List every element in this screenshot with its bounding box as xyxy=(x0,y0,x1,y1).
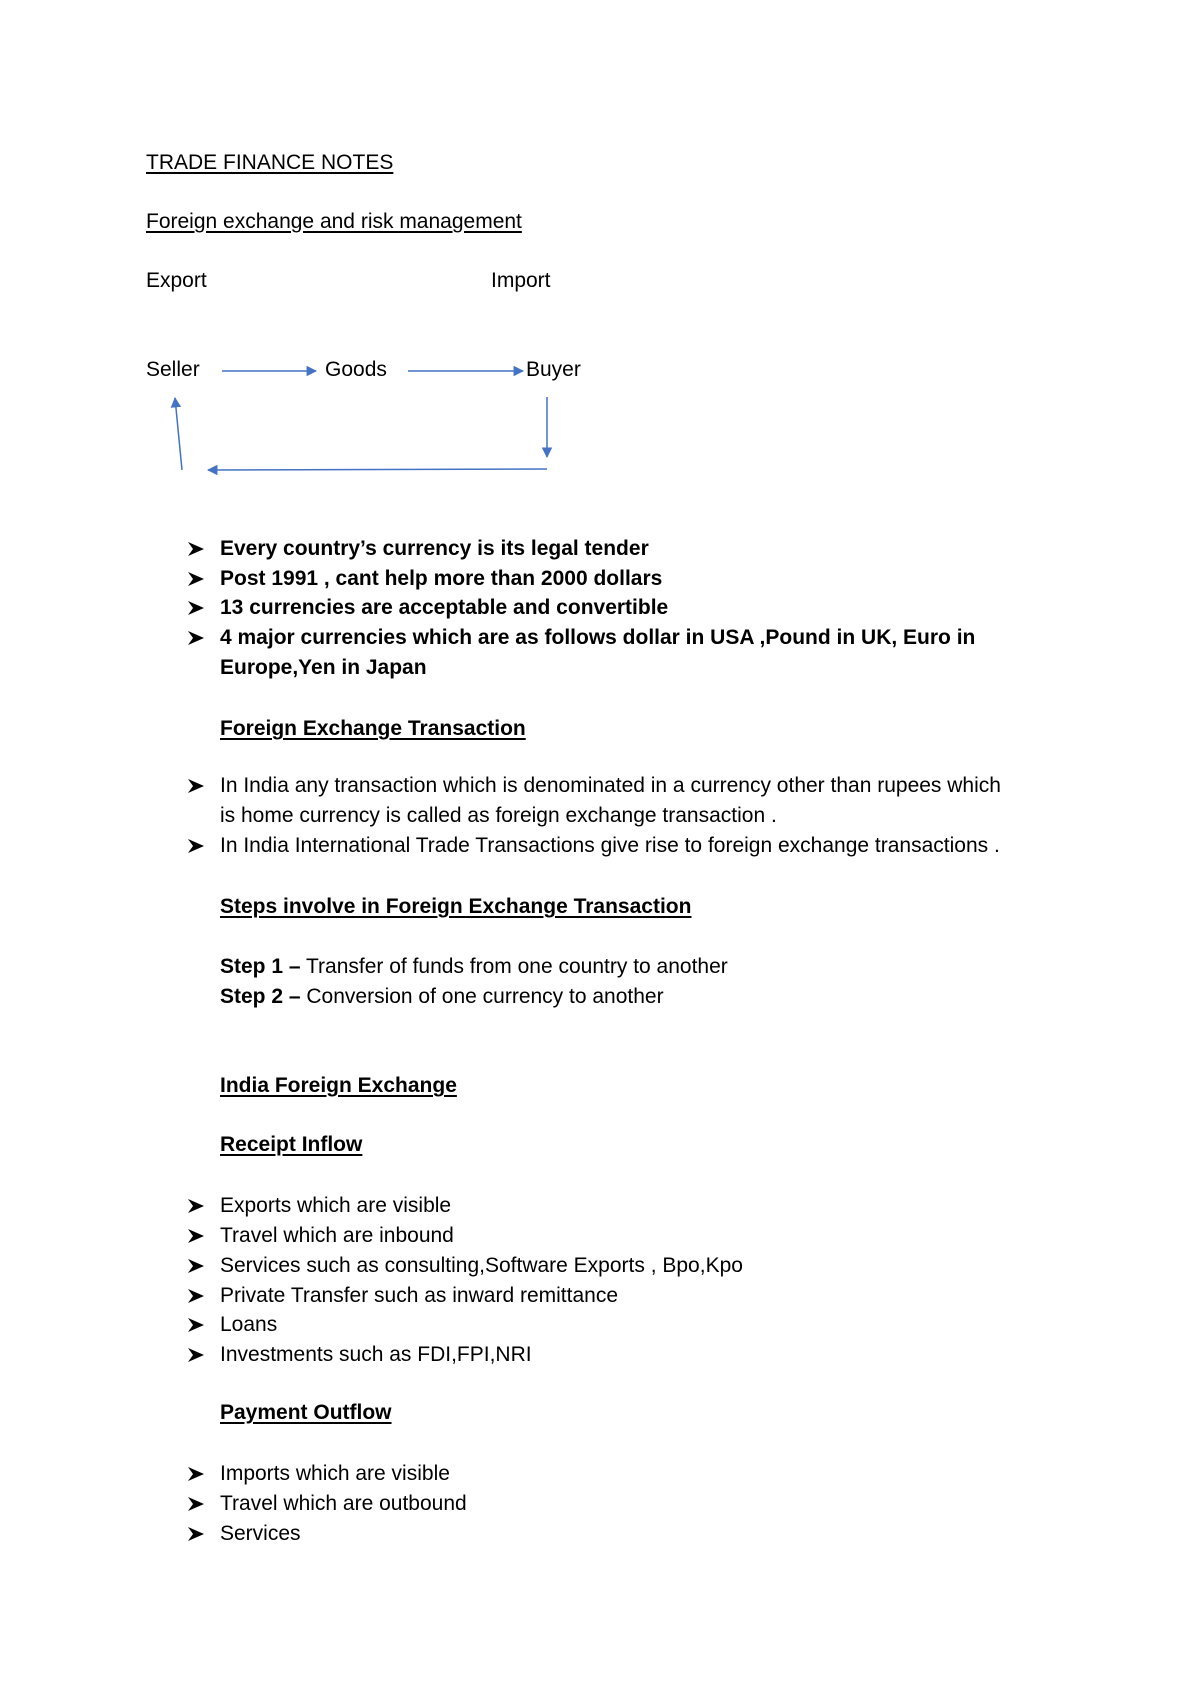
bullet-text: Investments such as FDI,FPI,NRI xyxy=(220,1343,532,1366)
bullet-text: Post 1991 , cant help more than 2000 dollars xyxy=(220,567,663,590)
section-heading-steps: Steps involve in Foreign Exchange Transaction xyxy=(220,895,692,918)
goods-label: Goods xyxy=(325,358,387,381)
bullet-text: 4 major currencies which are as follows dollar in USA ,Pound in UK, Euro in xyxy=(220,626,976,649)
bullet-text: is home currency is called as foreign exchange transaction . xyxy=(220,804,777,827)
step-2 xyxy=(220,986,664,1007)
import-label: Import xyxy=(491,269,551,292)
trade-flow-diagram xyxy=(0,0,1200,520)
arrow-up-to-seller xyxy=(175,398,182,470)
arrow-bullet-icon xyxy=(186,564,206,594)
bullet-text: 13 currencies are acceptable and convertible xyxy=(220,596,669,619)
bullet-text: Every country’s currency is its legal tender xyxy=(220,537,649,560)
bullet-text: Services such as consulting,Software Exports , Bpo,Kpo xyxy=(220,1254,743,1277)
bullet-text: Exports which are visible xyxy=(220,1194,452,1217)
section-heading-forex-risk: Foreign exchange and risk management xyxy=(146,210,522,233)
arrow-bullet-icon xyxy=(186,1221,206,1251)
step-1-label: Step 1 – xyxy=(220,955,301,978)
document-title: TRADE FINANCE NOTES xyxy=(146,151,394,174)
bullet-text: Private Transfer such as inward remittance xyxy=(220,1284,618,1307)
arrow-bullet-icon xyxy=(186,534,206,564)
bullet-text: In India International Trade Transactions give rise to foreign exchange transactions . xyxy=(220,834,1000,857)
arrow-bullet-icon xyxy=(186,623,206,653)
arrow-bullet-icon xyxy=(186,1251,206,1281)
arrow-bullet-icon xyxy=(186,771,206,801)
section-heading-fx-transaction: Foreign Exchange Transaction xyxy=(220,717,526,740)
step-2-label: Step 2 – xyxy=(220,985,301,1008)
bullet-text: Loans xyxy=(220,1313,278,1336)
arrow-bullet-icon xyxy=(186,593,206,623)
buyer-label: Buyer xyxy=(526,358,581,381)
arrow-bullet-icon xyxy=(186,1281,206,1311)
export-label: Export xyxy=(146,269,207,292)
section-heading-india-fx: India Foreign Exchange xyxy=(220,1074,457,1097)
section-heading-payment-outflow: Payment Outflow xyxy=(220,1401,392,1424)
bullet-text: Travel which are outbound xyxy=(220,1492,467,1515)
bullet-text: Imports which are visible xyxy=(220,1462,450,1485)
step-1 xyxy=(220,956,728,977)
arrow-bullet-icon xyxy=(186,1191,206,1221)
arrow-bullet-icon xyxy=(186,1340,206,1370)
step-2-text: Conversion of one currency to another xyxy=(300,985,664,1008)
step-1-text: Transfer of funds from one country to another xyxy=(300,955,728,978)
arrow-bullet-icon xyxy=(186,1489,206,1519)
arrow-bullet-icon xyxy=(186,831,206,861)
arrow-bullet-icon xyxy=(186,1459,206,1489)
section-heading-receipt-inflow: Receipt Inflow xyxy=(220,1133,363,1156)
bullet-text: Europe,Yen in Japan xyxy=(220,656,427,679)
bullet-text: Services xyxy=(220,1522,301,1545)
seller-label: Seller xyxy=(146,358,200,381)
arrow-bullet-icon xyxy=(186,1310,206,1340)
bullet-text: In India any transaction which is denominated in a currency other than rupees which xyxy=(220,774,1001,797)
bullet-text: Travel which are inbound xyxy=(220,1224,454,1247)
arrow-return-payment xyxy=(208,469,547,470)
arrow-bullet-icon xyxy=(186,1519,206,1549)
